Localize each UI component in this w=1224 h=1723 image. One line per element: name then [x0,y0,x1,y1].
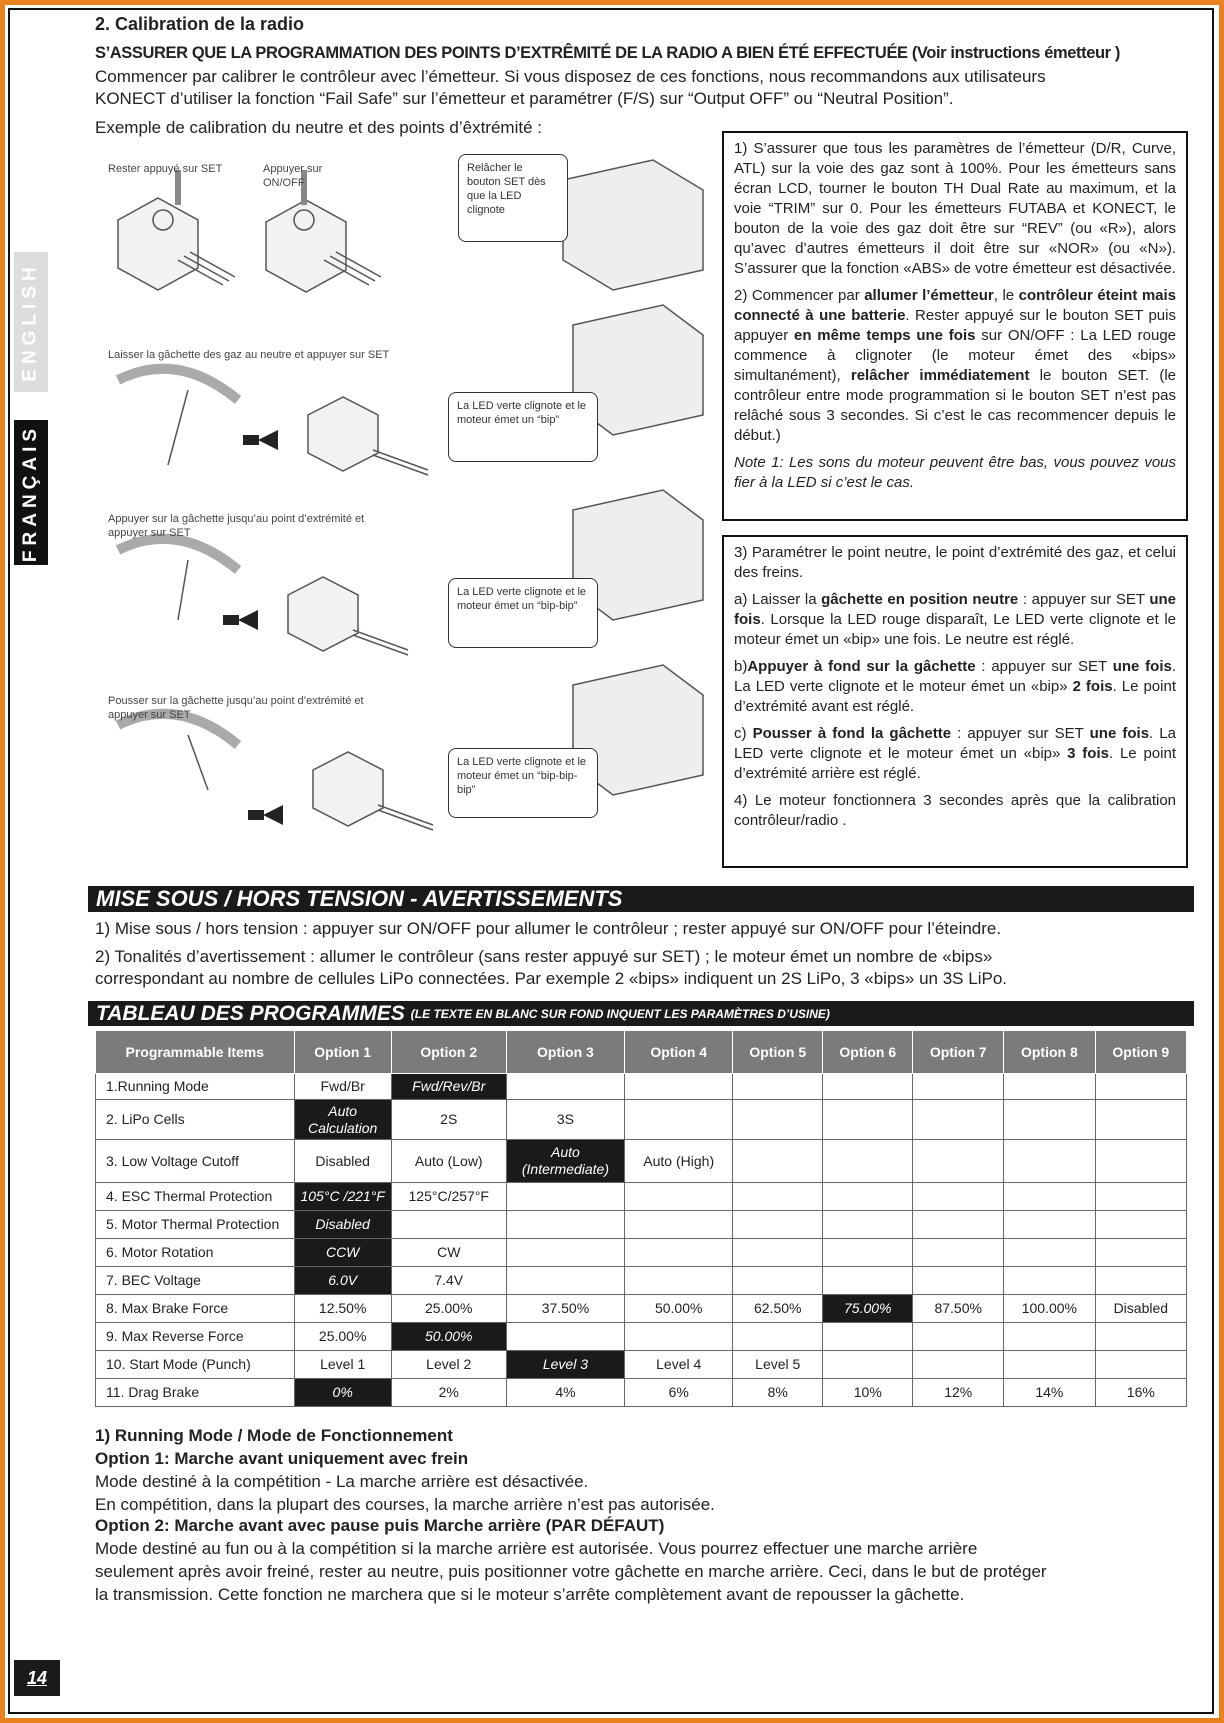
option-cell: 87.50% [913,1295,1004,1323]
header-option-8: Option 8 [1004,1031,1095,1074]
row-label: 7. BEC Voltage [96,1267,295,1295]
option-cell [506,1211,625,1239]
option-cell [1095,1351,1186,1379]
tableau-title: TABLEAU DES PROGRAMMES [96,1001,405,1025]
row-label: 5. Motor Thermal Protection [96,1211,295,1239]
option-cell [913,1100,1004,1140]
box2-step3a: a) Laisser la gâchette en position neutre : appuyer sur SET une fois. Lorsque la LED rouge disparaît, Le LED verte clignote et le moteur émet un «bip» une fois. Le neutre est réglé. [734,591,1176,648]
option-cell [1095,1239,1186,1267]
callout-bip: La LED verte clignote et le moteur émet un “bip” [448,392,598,462]
option-cell [733,1074,823,1100]
default-value-cell: 50.00% [391,1323,506,1351]
programs-table [95,1030,1187,1407]
table-row [96,1323,1187,1351]
option-cell [625,1074,733,1100]
option-cell [913,1074,1004,1100]
option-cell [733,1100,823,1140]
callout-release-set: Relâcher le bouton SET dès que la LED clignote [458,154,568,242]
option-cell [733,1211,823,1239]
default-value-cell: Auto (Intermediate) [506,1140,625,1183]
option-cell [733,1239,823,1267]
option-cell: 25.00% [294,1323,391,1351]
option-cell [1095,1183,1186,1211]
option-cell [625,1183,733,1211]
running-option1: Option 1: Marche avant uniquement avec frein [95,1449,469,1468]
option-cell: 4% [506,1379,625,1407]
option-cell: Auto (Low) [391,1140,506,1183]
row-label: 3. Low Voltage Cutoff [96,1140,295,1183]
option-cell [1095,1323,1186,1351]
header-option-6: Option 6 [823,1031,913,1074]
box1-step1: 1) S’assurer que tous les paramètres de l’émetteur (D/R, Curve, ATL) sur la voie des gaz sont à 100%. Pour les émetteurs sans écran LCD, tourner le bouton TH Dual Rate au maximum, et la voie “TRIM” sur 0. Pour les émetteurs FUTABA et KONECT, le bouton de la voie des gaz doit être sur “REV” (ou «R»), alors qu’avec d’autres émetteurs il doit être sur «NOR» (ou «N»). S’assurer que la fonction «ABS» de votre émetteur est désactivée. [734,140,1176,277]
option-cell [1004,1351,1095,1379]
mise-sous-tension-bar [88,886,1194,912]
box2-step4: 4) Le moteur fonctionnera 3 secondes après que la calibration contrôleur/radio . [734,792,1176,829]
option-cell [823,1211,913,1239]
side-tab-english-label: ENGLISH [20,262,42,382]
option-cell [391,1211,506,1239]
option-cell: 14% [1004,1379,1095,1407]
box1-note: Note 1: Les sons du moteur peuvent être bas, vous pouvez vous fier à la LED si c’est le cas. [734,454,1176,491]
option-cell: 16% [1095,1379,1186,1407]
option-cell [625,1239,733,1267]
running-option2: Option 2: Marche avant avec pause puis Marche arrière (PAR DÉFAUT) [95,1516,665,1535]
default-value-cell: 0% [294,1379,391,1407]
option-cell [1004,1211,1095,1239]
option-cell [823,1100,913,1140]
table-row [96,1239,1187,1267]
assurer-heading: S’ASSURER QUE LA PROGRAMMATION DES POINTS D’EXTRÊMITÉ DE LA RADIO A BIEN ÉTÉ EFFECTUÉE (Voir instructions émetteur ) [95,44,1120,62]
running-line-2: En compétition, dans la plupart des courses, la marche arrière n’est pas autorisée. [95,1495,715,1514]
option-cell [1095,1074,1186,1100]
option-cell: Disabled [294,1140,391,1183]
tableau-subtitle: (LE TEXTE EN BLANC SUR FOND INQUENT LES PARAMÈTRES D’USINE) [410,1006,830,1021]
intro-line-1: Commencer par calibrer le contrôleur avec l’émetteur. Si vous disposez de ces fonctions, nous recommandons aux utilisateurs [95,67,1046,86]
caption-full-throttle: Appuyer sur la gâchette jusqu’au point d’extrémité et appuyer sur SET [108,513,365,539]
option-cell [1095,1211,1186,1239]
option-cell [823,1140,913,1183]
option-cell [913,1239,1004,1267]
page-number: 14 [14,1660,60,1696]
option-cell [1004,1239,1095,1267]
option-cell [913,1323,1004,1351]
table-row [96,1295,1187,1323]
callout-bip-bip-bip: La LED verte clignote et le moteur émet un “bip-bip-bip” [448,748,598,818]
option-cell [823,1183,913,1211]
option-cell: 50.00% [625,1295,733,1323]
option-cell [625,1211,733,1239]
option-cell: Auto (High) [625,1140,733,1183]
option-cell [913,1351,1004,1379]
row-label: 2. LiPo Cells [96,1100,295,1140]
default-value-cell: Auto Calculation [294,1100,391,1140]
table-row [96,1379,1187,1407]
running-line-3: Mode destiné au fun ou à la compétition si la marche arrière est autorisée. Vous pourrez effectuer une marche arrière [95,1539,978,1558]
option-cell [1004,1323,1095,1351]
option-cell [913,1267,1004,1295]
row-label: 8. Max Brake Force [96,1295,295,1323]
default-value-cell: Fwd/Rev/Br [391,1074,506,1100]
header-programmable-items: Programmable Items [96,1031,295,1074]
option-cell [913,1211,1004,1239]
tableau-bar [88,1001,1194,1026]
row-label: 4. ESC Thermal Protection [96,1183,295,1211]
example-label: Exemple de calibration du neutre et des points d’êxtrémité : [95,118,542,137]
table-row [96,1074,1187,1100]
option-cell: Disabled [1095,1295,1186,1323]
option-cell [1004,1183,1095,1211]
callout-bip-bip: La LED verte clignote et le moteur émet un “bip-bip” [448,578,598,648]
option-cell [733,1140,823,1183]
option-cell: 12% [913,1379,1004,1407]
option-cell [1095,1140,1186,1183]
box1-step2: 2) Commencer par allumer l’émetteur, le contrôleur éteint mais connecté à une batterie. Rester appuyé sur le bouton SET puis appuyer en même temps une fois sur ON/OFF : La LED rouge commence à clignoter (le moteur émet des «bips» simultanément), relâcher immédiatement le bouton SET. (le contrôleur entre mode programmation si le bouton SET n’est pas relâché sous 3 secondes. Si c’est le cas recommencer depuis le début.) [734,287,1177,444]
option-cell: Level 1 [294,1351,391,1379]
header-option-3: Option 3 [506,1031,625,1074]
row-label: 10. Start Mode (Punch) [96,1351,295,1379]
option-cell: 37.50% [506,1295,625,1323]
illustration-drawing [108,150,704,862]
running-heading: 1) Running Mode / Mode de Fonctionnement [95,1426,453,1445]
option-cell: Level 5 [733,1351,823,1379]
mise-line-2a: 2) Tonalités d’avertissement : allumer le contrôleur (sans rester appuyé sur SET) ; le moteur émet un nombre de «bips» [95,947,993,966]
option-cell: 6% [625,1379,733,1407]
option-cell: 7.4V [391,1267,506,1295]
option-cell [506,1074,625,1100]
option-cell [823,1239,913,1267]
mise-line-2b: correspondant au nombre de cellules LiPo connectées. Par exemple 2 «bips» indiquent un 2S LiPo, 3 «bips» un 3S LiPo. [95,969,1007,988]
option-cell [823,1074,913,1100]
box2-step3b: b)Appuyer à fond sur la gâchette : appuyer sur SET une fois. La LED verte clignote et le moteur émet un «bip» 2 fois. Le point d’extrémité avant est réglé. [734,658,1176,715]
option-cell [823,1267,913,1295]
option-cell [1095,1267,1186,1295]
default-value-cell: 105°C /221°F [294,1183,391,1211]
option-cell [506,1239,625,1267]
header-option-2: Option 2 [391,1031,506,1074]
option-cell: 12.50% [294,1295,391,1323]
caption-neutral: Laisser la gâchette des gaz au neutre et appuyer sur SET [108,349,390,361]
side-tab-francais[interactable] [14,420,48,565]
option-cell: CW [391,1239,506,1267]
table-row [96,1140,1187,1183]
row-label: 1.Running Mode [96,1074,295,1100]
calibration-illustrations [108,150,704,862]
box2-step3: 3) Paramétrer le point neutre, le point d’extrémité des gaz, et celui des freins. [734,544,1176,581]
instruction-box-1 [722,131,1188,521]
default-value-cell: 75.00% [823,1295,913,1323]
option-cell [506,1183,625,1211]
option-cell: Level 2 [391,1351,506,1379]
mise-line-1: 1) Mise sous / hors tension : appuyer sur ON/OFF pour allumer le contrôleur ; rester appuyé sur ON/OFF pour l’éteindre. [95,919,1002,938]
option-cell [625,1323,733,1351]
table-row [96,1183,1187,1211]
running-line-1: Mode destiné à la compétition - La marche arrière est désactivée. [95,1472,589,1491]
running-line-5: la transmission. Cette fonction ne marchera que si le moteur s’arrête complètement avant de repousser la gâchette. [95,1585,965,1604]
mise-sous-tension-title: MISE SOUS / HORS TENSION - AVERTISSEMENTS [96,886,623,911]
default-value-cell: Disabled [294,1211,391,1239]
option-cell: 125°C/257°F [391,1183,506,1211]
option-cell [733,1183,823,1211]
option-cell [733,1323,823,1351]
option-cell [1095,1100,1186,1140]
default-value-cell: CCW [294,1239,391,1267]
option-cell: Level 4 [625,1351,733,1379]
option-cell: 62.50% [733,1295,823,1323]
option-cell [625,1267,733,1295]
option-cell [913,1140,1004,1183]
option-cell: Fwd/Br [294,1074,391,1100]
option-cell [1004,1100,1095,1140]
default-value-cell: 6.0V [294,1267,391,1295]
table-row [96,1351,1187,1379]
option-cell: 8% [733,1379,823,1407]
option-cell: 2S [391,1100,506,1140]
caption-hold-set: Rester appuyé sur SET [108,163,223,175]
table-row [96,1100,1187,1140]
option-cell [823,1323,913,1351]
default-value-cell: Level 3 [506,1351,625,1379]
table-header-row [96,1031,1187,1074]
instruction-box-2 [722,535,1188,868]
header-option-1: Option 1 [294,1031,391,1074]
option-cell [913,1183,1004,1211]
option-cell [1004,1140,1095,1183]
option-cell [1004,1074,1095,1100]
option-cell: 10% [823,1379,913,1407]
option-cell [1004,1267,1095,1295]
option-cell [733,1267,823,1295]
header-option-5: Option 5 [733,1031,823,1074]
caption-push-trigger: Pousser sur la gâchette jusqu’au point d’extrémité et appuyer sur SET [108,695,364,721]
option-cell [506,1267,625,1295]
running-line-4: seulement après avoir freiné, rester au neutre, puis positionner votre gâchette en marche arrière. Ceci, dans le but de protéger [95,1562,1047,1581]
header-option-4: Option 4 [625,1031,733,1074]
table-row [96,1267,1187,1295]
intro-line-2: KONECT d’utiliser la fonction “Fail Safe” sur l’émetteur et paramétrer (F/S) sur “Output OFF” ou “Neutral Position”. [95,89,954,108]
row-label: 6. Motor Rotation [96,1239,295,1267]
option-cell: 2% [391,1379,506,1407]
caption-press-onoff: Appuyer sur ON/OFF [263,163,323,189]
option-cell [625,1100,733,1140]
section-title: 2. Calibration de la radio [95,14,305,34]
header-option-9: Option 9 [1095,1031,1186,1074]
side-tab-francais-label: FRANÇAIS [20,423,42,562]
header-option-7: Option 7 [913,1031,1004,1074]
row-label: 11. Drag Brake [96,1379,295,1407]
table-row [96,1211,1187,1239]
box2-step3c: c) Pousser à fond la gâchette : appuyer sur SET une fois. La LED verte clignote et le moteur émet un «bip» 3 fois. Le point d’extrémité arrière est réglé. [734,725,1176,782]
option-cell: 100.00% [1004,1295,1095,1323]
option-cell [506,1323,625,1351]
option-cell [823,1351,913,1379]
row-label: 9. Max Reverse Force [96,1323,295,1351]
option-cell: 3S [506,1100,625,1140]
side-tab-english[interactable] [14,252,48,392]
option-cell: 25.00% [391,1295,506,1323]
